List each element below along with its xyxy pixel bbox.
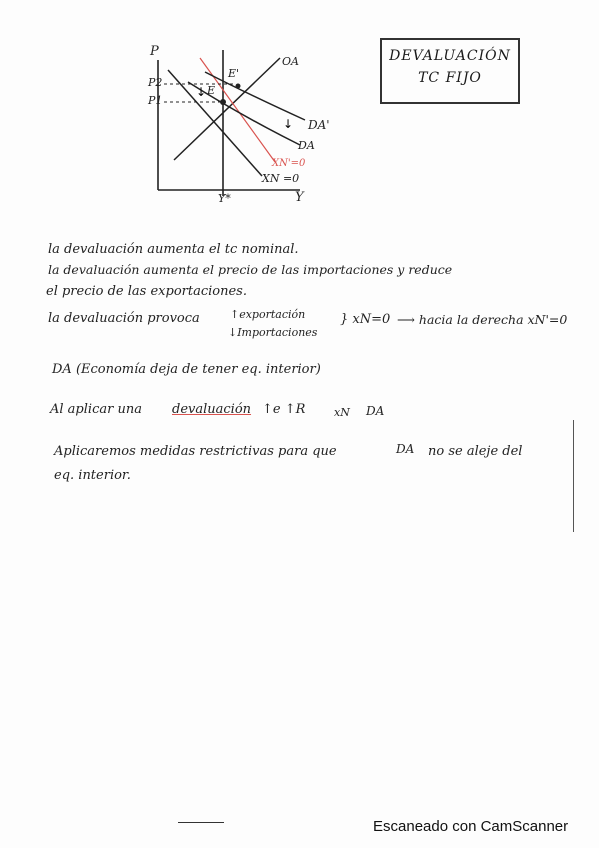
title-line2: TC FIJO xyxy=(418,70,482,86)
down-arrow-left: ↓ xyxy=(196,85,207,99)
note-line7-c: no se aleje del xyxy=(428,444,523,459)
note-line6-c: ↑e ↑R xyxy=(262,402,306,417)
note-line4-b: ↑exportación xyxy=(230,308,306,321)
title-box xyxy=(380,38,520,104)
note-line6-e: DA xyxy=(366,404,385,418)
note-line4-e: ⟶ hacia la derecha xN'=0 xyxy=(397,312,568,327)
graph-ystar-label: Y* xyxy=(218,192,231,205)
oa-curve xyxy=(174,58,280,160)
note-line6-b: devaluación xyxy=(172,402,252,417)
scanner-watermark: Escaneado con CamScanner xyxy=(373,818,569,835)
graph-oa-label: OA xyxy=(282,55,299,68)
graph-xn1-label: XN'=0 xyxy=(272,158,306,169)
graph-e1-label: E' xyxy=(228,67,240,80)
note-line7-b: DA xyxy=(396,442,415,456)
graph-xn-label: XN =0 xyxy=(262,172,300,185)
graph-y-label: P xyxy=(150,44,159,59)
note-line5: DA (Economía deja de tener eq. interior) xyxy=(52,362,321,377)
title-line1: DEVALUACIÓN xyxy=(389,48,511,64)
graph-e-label: E xyxy=(207,84,216,97)
graph-p1-label: P1 xyxy=(148,94,163,107)
point-e1-dot xyxy=(236,84,241,89)
graph-p2-label: P2 xyxy=(148,76,163,89)
page-edge-line xyxy=(573,420,574,532)
note-line7-a: Aplicaremos medidas restrictivas para que xyxy=(54,444,337,459)
note-line6-a: Al aplicar una xyxy=(50,402,142,417)
graph-da-label: DA xyxy=(298,139,315,152)
da1-curve xyxy=(205,72,305,120)
note-line6-d: xN xyxy=(334,406,350,419)
note-line2: la devaluación aumenta el precio de las importaciones y reduce xyxy=(48,262,453,277)
note-line4-d: } xN=0 xyxy=(340,312,391,327)
note-line1: la devaluación aumenta el tc nominal. xyxy=(48,242,299,257)
note-line4-c: ↓Importaciones xyxy=(228,326,318,339)
point-e-dot xyxy=(220,99,226,105)
graph-x-label: Y xyxy=(295,190,304,205)
note-line4-a: la devaluación provoca xyxy=(48,311,200,326)
note-line8: eq. interior. xyxy=(54,468,131,483)
footer-line xyxy=(178,822,224,823)
down-arrow-right: ↓ xyxy=(283,117,294,131)
note-line3: el precio de las exportaciones. xyxy=(46,284,247,299)
graph-da1-label: DA' xyxy=(308,118,330,132)
